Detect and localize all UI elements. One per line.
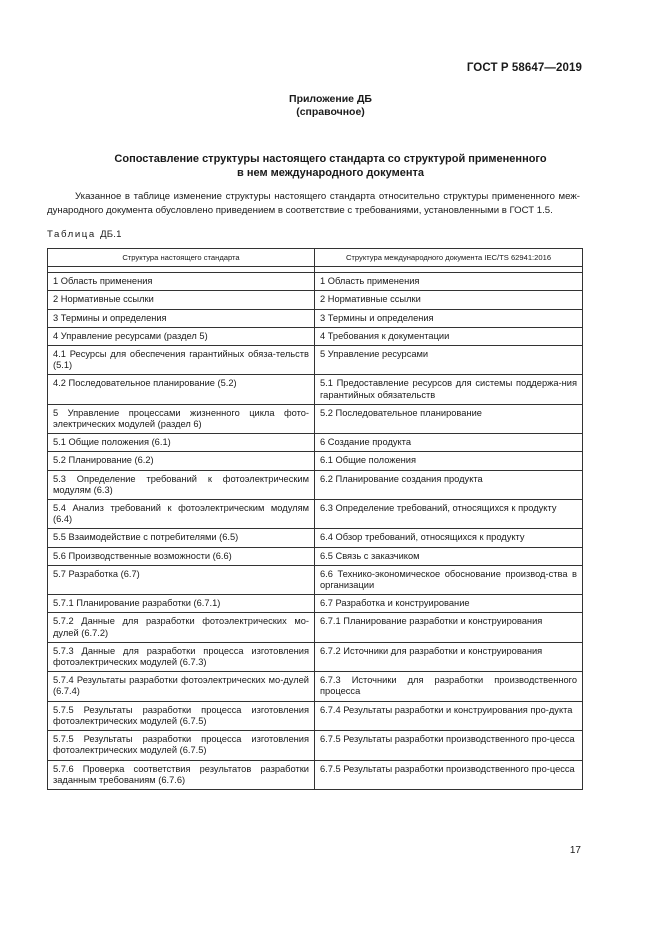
header-international-structure: Структура международного документа IEC/TS 62941:2016 <box>315 249 583 267</box>
cell-international-structure: 6.1 Общие положения <box>315 452 583 470</box>
table-row <box>48 452 583 470</box>
cell-international-structure: 6.5 Связь с заказчиком <box>315 547 583 565</box>
table-row <box>48 470 583 499</box>
header-national-structure: Структура настоящего стандарта <box>48 249 315 267</box>
cell-international-structure: 2 Нормативные ссылки <box>315 291 583 309</box>
cell-international-structure: 6.7.5 Результаты разработки производственного про-цесса <box>315 760 583 789</box>
table-row <box>48 701 583 730</box>
cell-international-structure: 6.2 Планирование создания продукта <box>315 470 583 499</box>
cell-national-structure: 3 Термины и определения <box>48 309 315 327</box>
cell-international-structure: 6.4 Обзор требований, относящихся к продукту <box>315 529 583 547</box>
table-row <box>48 434 583 452</box>
table-row <box>48 291 583 309</box>
cell-international-structure: 6.3 Определение требований, относящихся к продукту <box>315 500 583 529</box>
cell-international-structure: 6.7.4 Результаты разработки и конструирования про-дукта <box>315 701 583 730</box>
cell-national-structure: 5.7 Разработка (6.7) <box>48 565 315 594</box>
section-heading <box>0 153 661 180</box>
cell-national-structure: 5.7.4 Результаты разработки фотоэлектрических мо-дулей (6.7.4) <box>48 672 315 701</box>
table-row <box>48 565 583 594</box>
table-row <box>48 273 583 291</box>
intro-paragraph: Указанное в таблице изменение структуры настоящего стандарта относительно структуры примененного меж-дународного документа обусловлено приведением в соответствие с требованиями, установленными в ГОСТ 1.5. <box>47 191 580 216</box>
table-row <box>48 642 583 671</box>
cell-international-structure: 3 Термины и определения <box>315 309 583 327</box>
cell-national-structure: 5.4 Анализ требований к фотоэлектрическим модулям (6.4) <box>48 500 315 529</box>
cell-national-structure: 5.7.5 Результаты разработки процесса изготовления фотоэлектрических модулей (6.7.5) <box>48 731 315 760</box>
table-header-row <box>48 249 583 267</box>
cell-national-structure: 5.3 Определение требований к фотоэлектрическим модулям (6.3) <box>48 470 315 499</box>
table-row <box>48 375 583 404</box>
table-row <box>48 500 583 529</box>
cell-national-structure: 5.7.3 Данные для разработки процесса изготовления фотоэлектрических модулей (6.7.3) <box>48 642 315 671</box>
table-row <box>48 547 583 565</box>
cell-international-structure: 6 Создание продукта <box>315 434 583 452</box>
cell-international-structure: 6.7.2 Источники для разработки и конструирования <box>315 642 583 671</box>
cell-national-structure: 4 Управление ресурсами (раздел 5) <box>48 327 315 345</box>
table-row <box>48 760 583 789</box>
annex-block <box>0 93 661 119</box>
table-row <box>48 309 583 327</box>
table-row <box>48 327 583 345</box>
cell-international-structure: 5.1 Предоставление ресурсов для системы поддержа-ния гарантийных обязательств <box>315 375 583 404</box>
table-row <box>48 731 583 760</box>
table-caption-number: ДБ.1 <box>100 229 122 240</box>
annex-note: (справочное) <box>296 106 365 118</box>
cell-international-structure: 6.7.1 Планирование разработки и конструирования <box>315 613 583 642</box>
cell-international-structure: 6.6 Технико-экономическое обоснование производ-ства в организации <box>315 565 583 594</box>
cell-national-structure: 5.6 Производственные возможности (6.6) <box>48 547 315 565</box>
heading-line-2: в нем международного документа <box>237 166 424 179</box>
cell-international-structure: 4 Требования к документации <box>315 327 583 345</box>
structure-comparison-table <box>47 248 583 790</box>
cell-national-structure: 5.7.5 Результаты разработки процесса изготовления фотоэлектрических модулей (6.7.5) <box>48 701 315 730</box>
cell-national-structure: 4.2 Последовательное планирование (5.2) <box>48 375 315 404</box>
table-caption <box>47 229 122 240</box>
page-number: 17 <box>569 845 581 856</box>
cell-international-structure: 5.2 Последовательное планирование <box>315 404 583 433</box>
cell-international-structure: 6.7 Разработка и конструирование <box>315 595 583 613</box>
annex-title: Приложение ДБ <box>289 93 372 105</box>
cell-national-structure: 1 Область применения <box>48 273 315 291</box>
cell-national-structure: 2 Нормативные ссылки <box>48 291 315 309</box>
table-body <box>48 267 583 790</box>
cell-international-structure: 1 Область применения <box>315 273 583 291</box>
cell-national-structure: 5 Управление процессами жизненного цикла фото-электрических модулей (раздел 6) <box>48 404 315 433</box>
table-row <box>48 404 583 433</box>
cell-international-structure: 6.7.5 Результаты разработки производственного про-цесса <box>315 731 583 760</box>
cell-national-structure: 5.7.2 Данные для разработки фотоэлектрических мо-дулей (6.7.2) <box>48 613 315 642</box>
document-code: ГОСТ Р 58647—2019 <box>466 62 582 74</box>
table-row <box>48 346 583 375</box>
cell-national-structure: 5.2 Планирование (6.2) <box>48 452 315 470</box>
heading-line-1: Сопоставление структуры настоящего стандарта со структурой примененного <box>114 153 547 165</box>
cell-national-structure: 5.7.1 Планирование разработки (6.7.1) <box>48 595 315 613</box>
table-row <box>48 529 583 547</box>
cell-international-structure: 5 Управление ресурсами <box>315 346 583 375</box>
cell-international-structure: 6.7.3 Источники для разработки производственного процесса <box>315 672 583 701</box>
table-row <box>48 672 583 701</box>
cell-national-structure: 5.7.6 Проверка соответствия результатов разработки заданным требованиям (6.7.6) <box>48 760 315 789</box>
table-row <box>48 595 583 613</box>
cell-national-structure: 5.1 Общие положения (6.1) <box>48 434 315 452</box>
cell-national-structure: 4.1 Ресурсы для обеспечения гарантийных обяза-тельств (5.1) <box>48 346 315 375</box>
cell-national-structure: 5.5 Взаимодействие с потребителями (6.5) <box>48 529 315 547</box>
table-caption-word: Таблица <box>47 229 96 240</box>
table-row <box>48 613 583 642</box>
